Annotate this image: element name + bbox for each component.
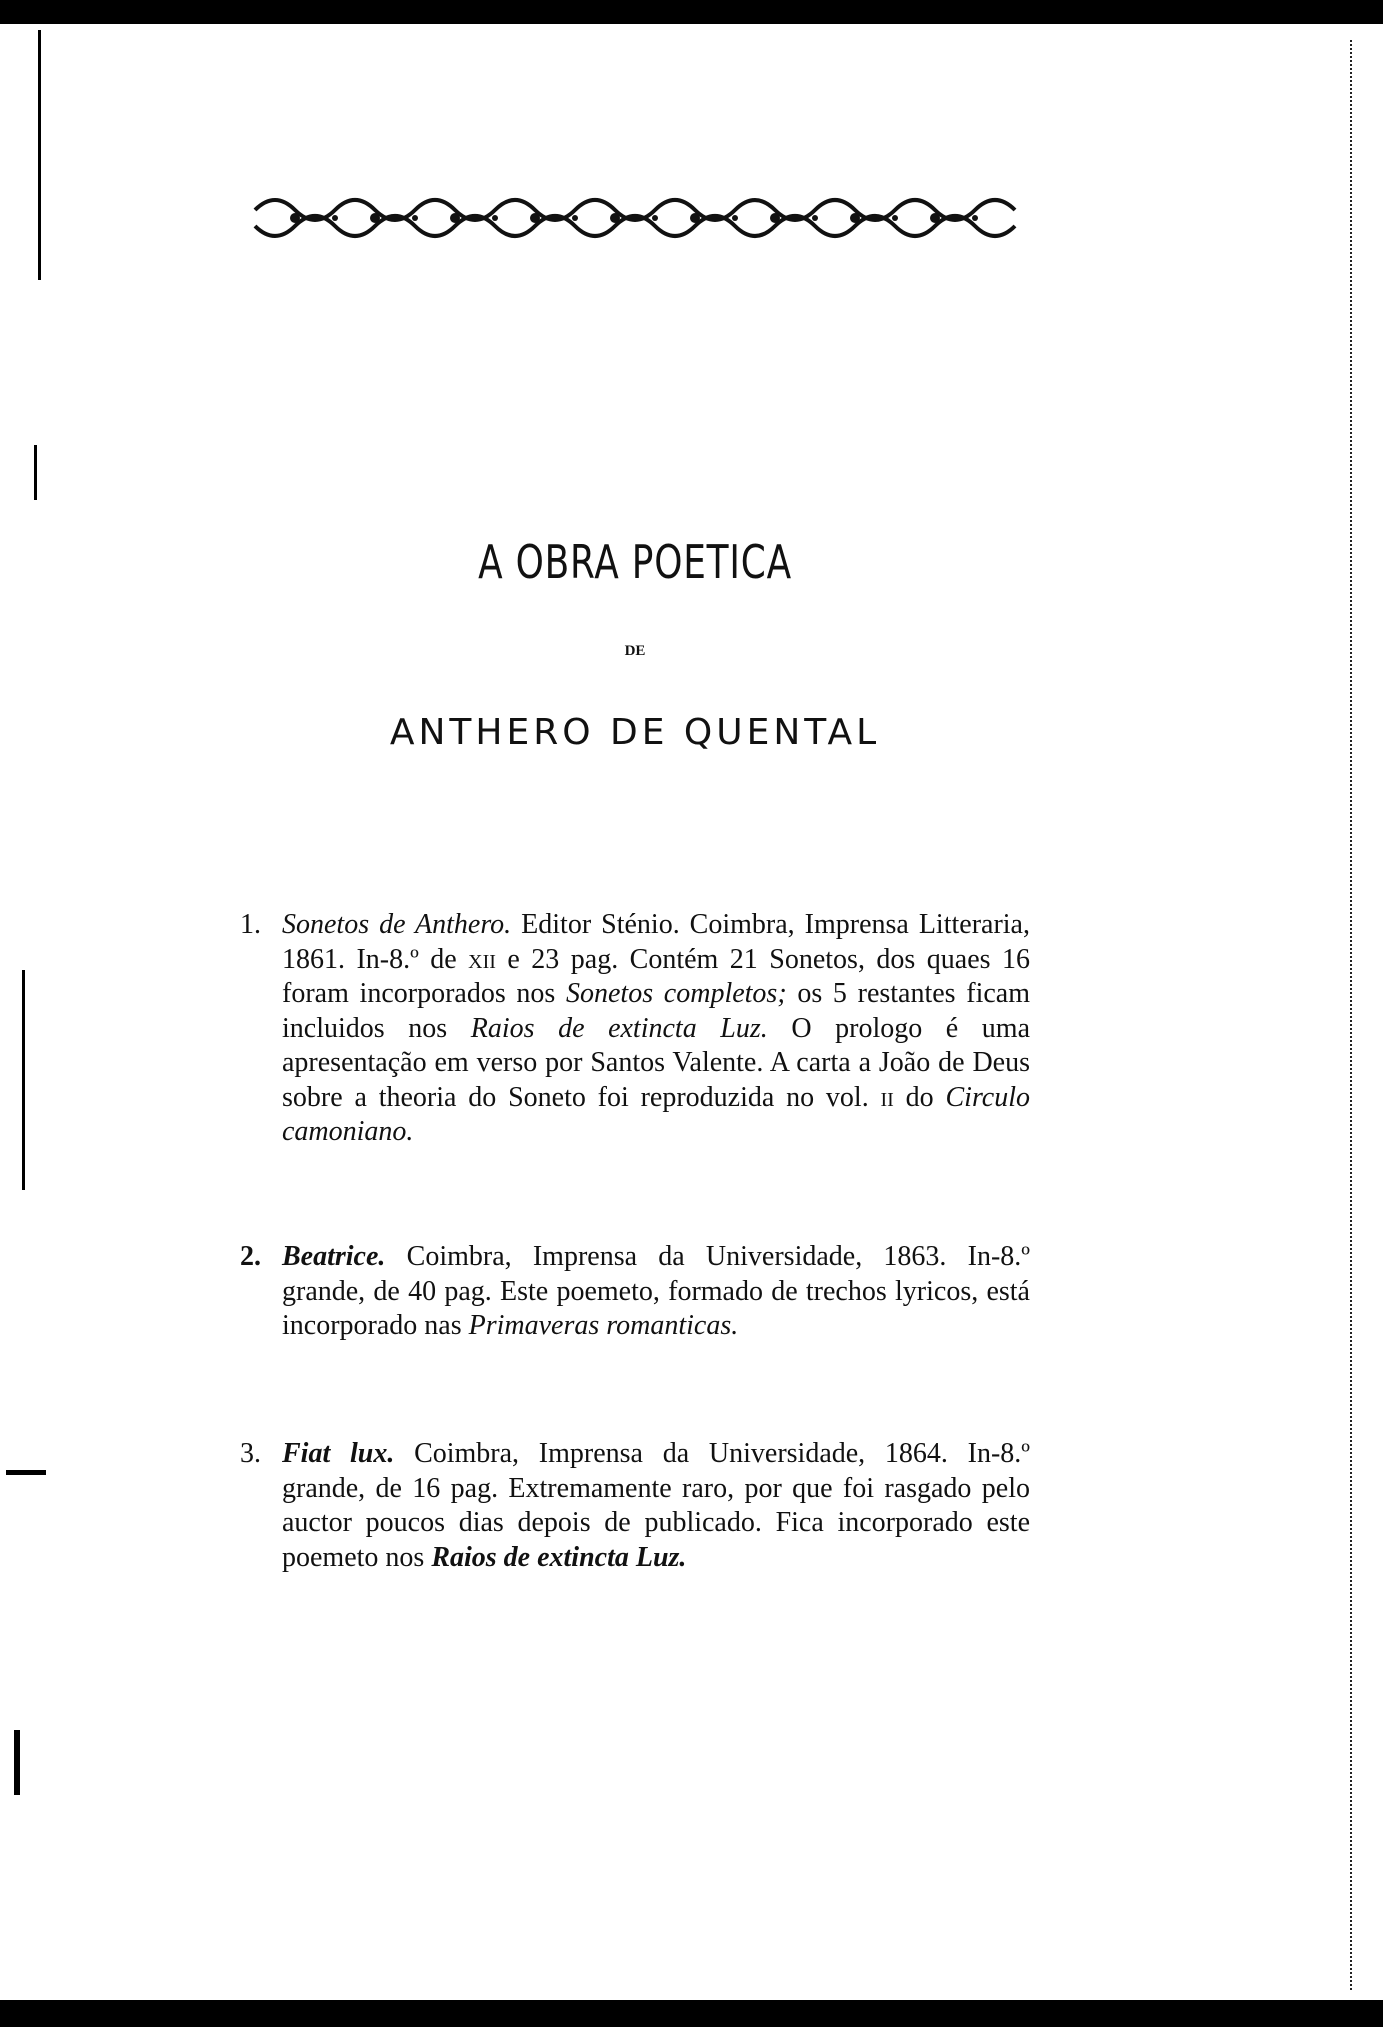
work-title: Beatrice. bbox=[282, 1241, 386, 1272]
bibliography-entry: 2. Beatrice. Coimbra, Imprensa da Universidade, 1863. In-8.º grande, de 40 pag. Este poemeto, formado de trechos lyricos, está incorporado nas Primaveras romanticas. bbox=[240, 1241, 1030, 1341]
margin-mark bbox=[34, 445, 37, 500]
work-title: Fiat lux. bbox=[282, 1438, 395, 1469]
scan-border-bottom bbox=[0, 2000, 1383, 2027]
work-reference: Sonetos completos; bbox=[566, 978, 787, 1009]
author-name: ANTHERO DE QUENTAL bbox=[389, 712, 881, 753]
work-reference: Raios de extincta Luz. bbox=[431, 1541, 687, 1573]
work-reference: Circulo camoniano. bbox=[282, 1081, 1031, 1147]
margin-mark bbox=[22, 970, 25, 1190]
entry-number: 3. bbox=[240, 1438, 261, 1469]
scan-border-top bbox=[0, 0, 1383, 24]
ornament-band bbox=[250, 190, 1020, 246]
margin-mark bbox=[6, 1470, 46, 1475]
entry-number: 1. bbox=[240, 909, 261, 940]
work-reference: Primaveras romanticas. bbox=[468, 1310, 739, 1341]
margin-mark bbox=[38, 30, 41, 280]
margin-mark bbox=[14, 1730, 20, 1795]
work-title: Sonetos de Anthero. bbox=[282, 909, 512, 940]
work-reference: Raios de extincta Luz. bbox=[470, 1012, 768, 1044]
entry-number: 2. bbox=[240, 1241, 261, 1272]
title-particle: DE bbox=[624, 643, 646, 659]
bibliography-entry: 1. Sonetos de Anthero. Editor Sténio. Coimbra, Imprensa Litteraria, 1861. In-8.º de xii e 23 pag. Contém 21 Sonetos, dos quaes 16 foram incorporados nos Sonetos completos; os 5 restantes ficam incluidos nos Raios de extincta Luz. O prologo é uma apresentação em verso por Santos Valente. A carta a João de Deus sobre a theoria do Soneto foi reproduzida no vol. ii do Circulo camoniano. bbox=[240, 909, 1031, 1147]
page-edge bbox=[1350, 40, 1358, 1990]
bibliography-entry: 3. Fiat lux. Coimbra, Imprensa da Universidade, 1864. In-8.º grande, de 16 pag. Extremamente raro, por que foi rasgado pelo auctor poucos dias depois de publicado. Fica incorporado este poemeto nos Raios de extincta Luz. bbox=[240, 1438, 1030, 1573]
page-title: A OBRA POETICA bbox=[478, 535, 792, 589]
